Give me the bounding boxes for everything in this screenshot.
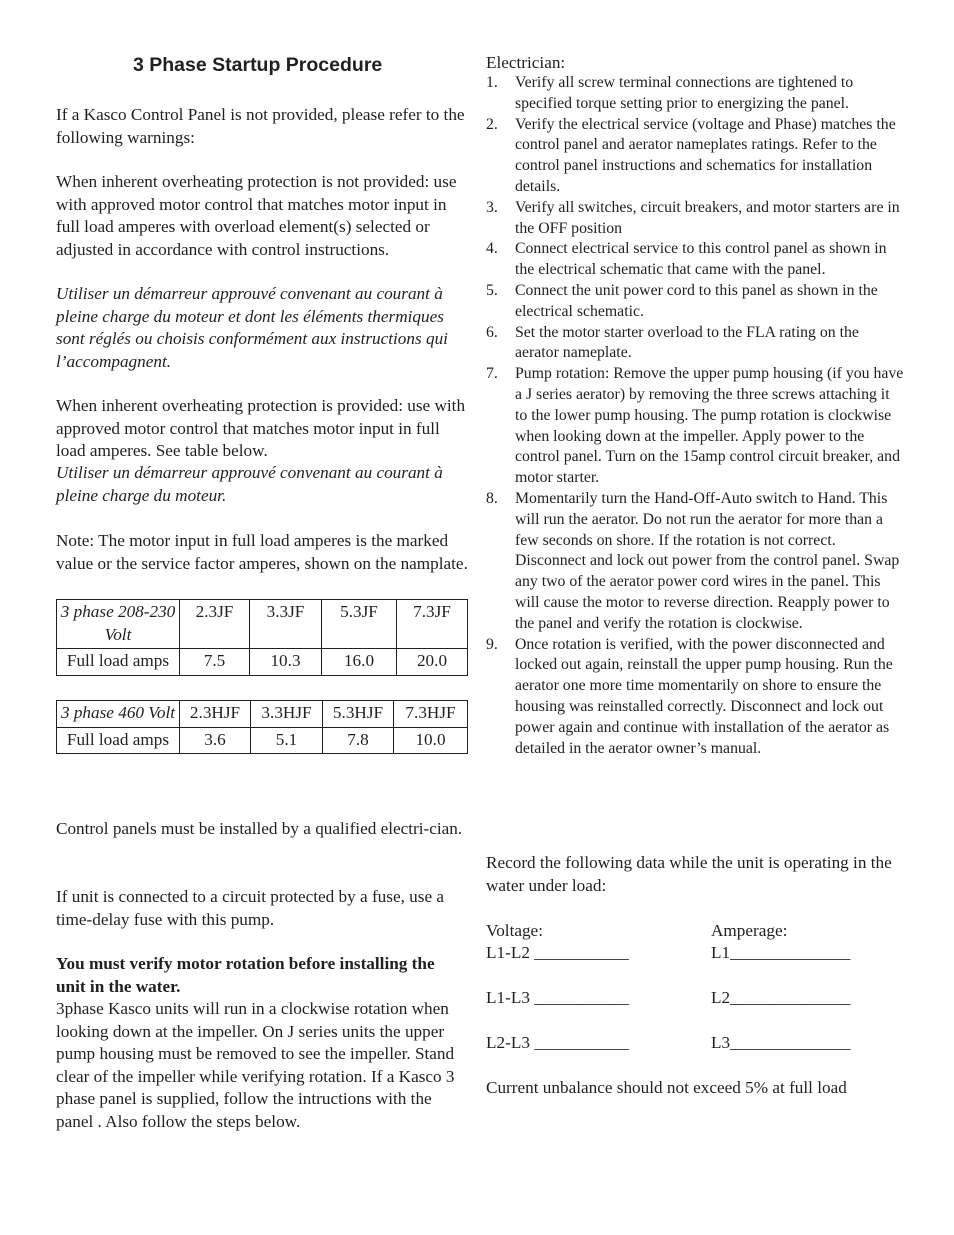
unbalance-note: Current unbalance should not exceed 5% at full load	[486, 1078, 847, 1097]
step-text: Pump rotation: Remove the upper pump housing (if you have a J series aerator) by removing the three screws attaching it to the lower pump housing. The pump rotation is clockwise when looking down at the impeller. Apply power to the control panel. Turn on the 15amp control circuit breaker, and motor starter.	[515, 365, 904, 487]
table-cell: 3 phase 460 Volt	[57, 701, 180, 728]
step-number: 2.	[486, 115, 498, 133]
list-item	[486, 281, 904, 323]
amps-table-460v	[56, 700, 468, 754]
table-cell: 10.0	[394, 727, 468, 754]
step-number: 5.	[486, 281, 498, 299]
step-text: Verify all screw terminal connections are tightened to specified torque setting prior to energizing the panel.	[515, 74, 854, 112]
table-cell: 3.3HJF	[251, 701, 323, 728]
voltage-l2-l3-field: L2-L3 ___________	[486, 1033, 629, 1052]
table-cell: Full load amps	[57, 727, 180, 754]
amperage-l1-field: L1______________	[711, 943, 851, 962]
table-cell: 7.3JF	[397, 600, 468, 649]
list-item	[486, 115, 904, 198]
list-item	[486, 239, 904, 281]
table-cell: 7.8	[323, 727, 394, 754]
not-provided-warning: When inherent overheating protection is not provided: use with approved motor control that matches motor input in full load amperes with overload element(s) selected or adjusted in accordance with control instructions.	[56, 172, 457, 259]
table-cell: 20.0	[397, 649, 468, 676]
table-row	[57, 727, 468, 754]
rotation-text: 3phase Kasco units will run in a clockwise rotation when looking down at the impeller. On J series units the upper pump housing must be removed to see the impeller. Stand clear of the impeller while verifying rotation. If a Kasco 3 phase panel is supplied, follow the intructions with the panel . Also follow the steps below.	[56, 999, 455, 1131]
table-cell: 5.3JF	[322, 600, 397, 649]
qualified-electrician-text: Control panels must be installed by a qualified electri-cian.	[56, 819, 463, 838]
voltage-l1-l3-field: L1-L3 ___________	[486, 988, 629, 1007]
table-cell: 2.3HJF	[180, 701, 251, 728]
electrician-heading: Electrician:	[486, 53, 566, 72]
step-number: 1.	[486, 74, 498, 91]
list-item	[486, 198, 904, 240]
page-title: 3 Phase Startup Procedure	[133, 54, 383, 76]
step-text: Verify all switches, circuit breakers, and motor starters are in the OFF position	[515, 198, 900, 237]
step-text: Verify the electrical service (voltage and Phase) matches the control panel and aerator nameplates ratings. Refer to the control panel instructions and schematics for installation details.	[515, 115, 896, 195]
amperage-l3-field: L3______________	[711, 1033, 851, 1052]
step-number: 9.	[486, 635, 498, 653]
amperage-l2-field: L2______________	[711, 988, 851, 1007]
table-cell: Full load amps	[57, 649, 180, 676]
not-provided-warning-french: Utiliser un démarreur approuvé convenant au courant à pleine charge du moteur et dont les éléments thermiques sont réglés ou choisis conformément aux instructions qui l’accompagnent.	[56, 284, 448, 371]
intro-text: If a Kasco Control Panel is not provided, please refer to the following warnings:	[56, 105, 465, 147]
record-data-text: Record the following data while the unit is operating in the water under load:	[486, 853, 892, 895]
step-number: 8.	[486, 489, 498, 507]
voltage-label: Voltage:	[486, 921, 543, 940]
fuse-text: If unit is connected to a circuit protected by a fuse, use a time-delay fuse with this pump.	[56, 887, 445, 929]
list-item	[486, 364, 904, 489]
step-text: Connect the unit power cord to this panel as shown in the electrical schematic.	[515, 281, 878, 320]
table-cell: 10.3	[250, 649, 322, 676]
table-cell: 5.3HJF	[323, 701, 394, 728]
electrician-steps	[486, 73, 904, 759]
list-item	[486, 73, 904, 115]
voltage-l1-l2-field: L1-L2 ___________	[486, 943, 629, 962]
table-cell: 16.0	[322, 649, 397, 676]
step-number: 4.	[486, 240, 498, 258]
step-number: 3.	[486, 198, 498, 216]
step-text: Set the motor starter overload to the FLA rating on the aerator nameplate.	[515, 323, 859, 362]
table-cell: 3 phase 208-230 Volt	[57, 600, 180, 649]
verify-rotation-warning: You must verify motor rotation before installing the unit in the water.	[56, 954, 435, 996]
amps-table-230v	[56, 599, 468, 676]
step-text: Once rotation is verified, with the power disconnected and locked out again, reinstall the upper pump housing. Run the aerator one more time momentarily on shore to ensure the housing was reinstalled correctly. Disconnect and lock out power again and continue with installation of the aerator as detailed in the aerator owner’s manual.	[515, 635, 893, 757]
table-cell: 5.1	[251, 727, 323, 754]
step-text: Connect electrical service to this control panel as shown in the electrical schematic that came with the panel.	[515, 240, 887, 279]
step-text: Momentarily turn the Hand-Off-Auto switch to Hand. This will run the aerator. Do not run the aerator for more than a few seconds on shore. If the rotation is not correct. Disconnect and lock out power from the control panel. Swap any two of the aerator power cord wires in the panel. This will cause the motor to reverse direction. Reapply power to the panel and verify the rotation is clockwise.	[515, 489, 900, 632]
provided-warning-french: Utiliser un démarreur approuvé convenant au courant à pleine charge du moteur.	[56, 463, 443, 505]
table-row	[57, 701, 468, 728]
provided-warning: When inherent overheating protection is provided: use with approved motor control that matches motor input in full load amperes. See table below.	[56, 396, 466, 460]
table-row	[57, 600, 468, 649]
table-cell: 7.3HJF	[394, 701, 468, 728]
table-row	[57, 649, 468, 676]
table-cell: 3.3JF	[250, 600, 322, 649]
step-number: 7.	[486, 365, 498, 383]
list-item	[486, 323, 904, 365]
table-cell: 3.6	[180, 727, 251, 754]
list-item	[486, 635, 904, 760]
table-cell: 2.3JF	[180, 600, 250, 649]
note-text: Note: The motor input in full load amperes is the marked value or the service factor amperes, shown on the namplate.	[56, 531, 468, 573]
amperage-label: Amperage:	[711, 921, 788, 940]
list-item	[486, 489, 904, 635]
step-number: 6.	[486, 323, 498, 341]
table-cell: 7.5	[180, 649, 250, 676]
